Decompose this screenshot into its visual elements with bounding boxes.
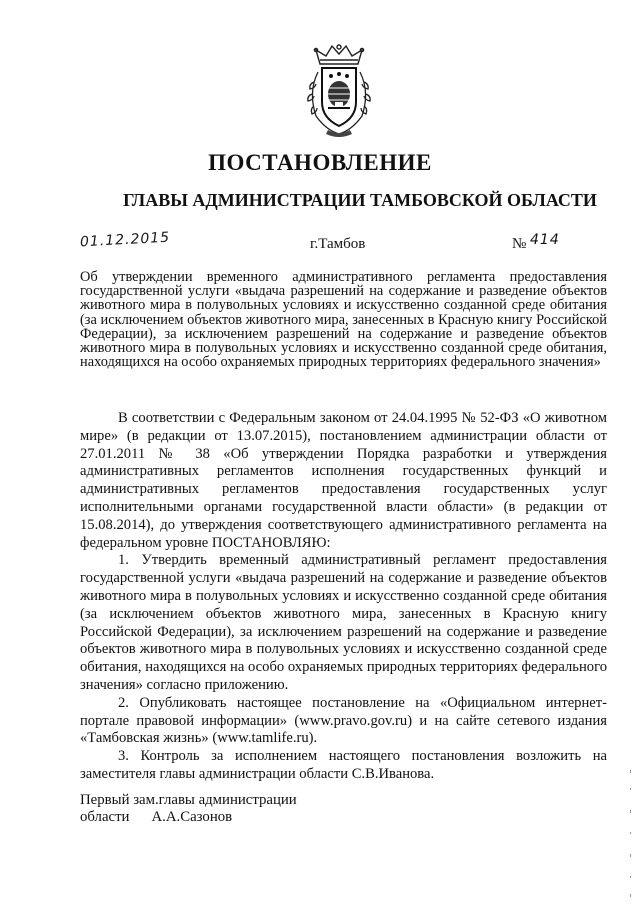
preamble-paragraph: В соответствии с Федеральным законом от 24.04.1995 № 52-ФЗ «О животном мире» (в редакции от 13.07.2015), постановлением администрации области от 27.01.2011 № 38 «Об утверждении Порядка разработки и утверждения административных регламентов исполнения государственных функций и административных регламентов предоставления государственных услуг исполнительными органами государственной власти области» (в редакции от 15.08.2014), до утверждения соответствующего административного регламента на федеральном уровне ПОСТАНОВЛЯЮ: xyxy=(80,410,607,551)
resolution-item-3: 3. Контроль за исполнением настоящего постановления возложить на заместителя главы администрации области С.В.Иванова. xyxy=(80,748,607,782)
signatory-position-line2 xyxy=(80,809,297,826)
resolution-item-2: 2. Опубликовать настоящее постановление на «Официальном интернет-портале правовой информации» (www.pravo.gov.ru) и на сайте сетевого издания «Тамбовская жизнь» (www.tamlife.ru). xyxy=(80,694,607,747)
document-subtitle: ГЛАВЫ АДМИНИСТРАЦИИ ТАМБОВСКОЙ ОБЛАСТИ xyxy=(123,190,597,210)
resolution-item-1: 1. Утвердить временный административный регламент предоставления государственной услуги «выдача разрешений на содержание и разведение объектов животного мира в полувольных условиях и искусственно созданной среде обитания (за исключением объектов животного мира, занесенных в Красную книгу Российской Федерации), за исключением разрешений на содержание и разведение объектов животного мира в полувольных условиях и искусственно созданной среде обитания, находящихся на особо охраняемых природных территориях федерального значения» согласно приложению. xyxy=(80,552,607,693)
handwritten-number: 414 xyxy=(530,232,560,248)
signatory-position-region: области xyxy=(80,809,130,825)
signature-block xyxy=(80,792,297,826)
city-label: г.Тамбов xyxy=(310,236,366,252)
tambov-coat-of-arms-icon xyxy=(298,42,380,138)
signatory-name: А.А.Сазонов xyxy=(151,809,233,825)
document-body xyxy=(80,410,607,784)
signatory-position-line1: Первый зам.главы администрации xyxy=(80,792,297,808)
document-title: ПОСТАНОВЛЕНИЕ xyxy=(208,150,432,175)
handwritten-date: 01.12.2015 xyxy=(79,229,171,251)
number-label: № xyxy=(512,236,527,252)
document-subject: Об утверждении временного административного регламента предоставления государственной услуги «выдача разрешений на содержание и разведение объектов животного мира в полувольных условиях и искусственно созданной среде обитания (за исключением объектов животного мира, занесенных в Красную книгу Российской Федерации), за исключением разрешений на содержание и разведение объектов животного мира в полувольных условиях и искусственно созданной среде обитания, находящихся на особо охраняемых природных территориях федерального значения» xyxy=(80,269,607,371)
scan-margin-marks xyxy=(630,770,632,900)
